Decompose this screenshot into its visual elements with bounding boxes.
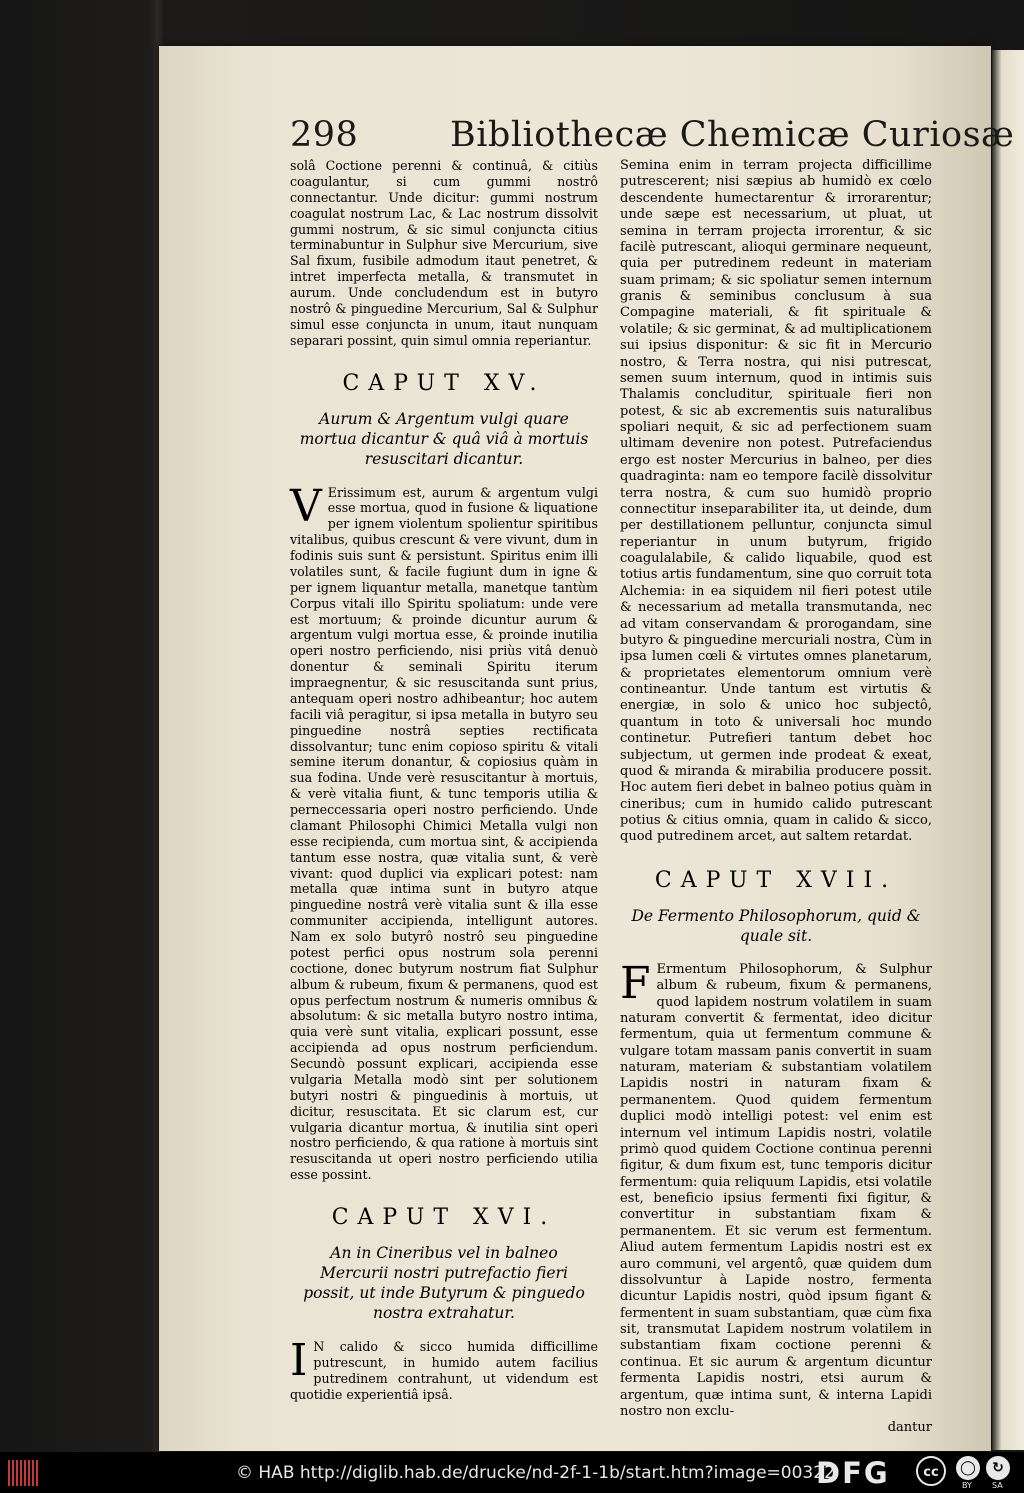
page-number: 298 — [290, 115, 359, 155]
paragraph: solâ Coctione perenni & continuâ, & citiùs coagulantur, si cum gummi nostrô connectantur. Unde dicitur: gummi nostrum coagulat nostrum Lac, & Lac nostrum dissolvit gummi nostrum, & sic simul conjuncta citius terminabuntur in Sulphur sive Mercurium, sive Sal fixum, fusibile admodum itaut penetret, & intret imperfecta metalla, & transmutet in aurum. Unde concludendum est in butyro nostrô & pinguedine Mercurium, Sal & Sulphur simul esse conjuncta in unum, itaut nunquam separari possint, quin simul omnia reperiantur. — [290, 158, 598, 348]
paragraph — [620, 957, 932, 1421]
paragraph — [290, 1335, 598, 1403]
chapter-subheading: Aurum & Argentum vulgi quare mortua dicantur & quâ viâ à mortuis resuscitari dicantur. — [299, 409, 589, 468]
drop-cap: F — [620, 957, 651, 1009]
sa-icon[interactable]: ↻ — [986, 1456, 1010, 1480]
paragraph-text: Erissimum est, aurum & argentum vulgi esse mortua, quod in fusione & liquatione per ignem violentum spolientur spiritibus vitalibus, quibus crescunt & vere vivunt, dum in fodinis suis sunt & persistunt. Spiritus enim illi volatiles sunt, & facile fugiunt dum in igne & per ignem liquantur metalla, manetque tantùm Corpus vitali illo Spiritu spoliatum: unde vere est mortuum; & proinde dicuntur aurum & argentum vulgi mortua esse, & proinde inutilia operi nostro perficiendo, nisi priùs vitâ denuò donentur & seminali Spiritu iterum impraegnentur, & sic resuscitanda sunt prius, antequam operi nostro adhibeantur; hoc autem facili viâ peragitur, si ipsa metalla in butyro seu pinguedine nostrâ septies rectificata dissolvantur; tunc enim copioso spiritu & vitali semine iterum donantur, & copiosius quàm in sua fodina. Unde verè resuscitantur à mortuis, & verè vitalia fiunt, & tunc temporis utilia & perneccessaria operi nostro perficiendo. Unde clamant Philosophi Chimici Metalla vulgi non esse recipienda, cum mortua sint, & accipienda tantum esse nostra, quæ vitalia sunt, & verè vivant: quod duplici via explicari potest: nam metalla quæ intima sunt in butyro atque pinguedine nostrâ verè vitalia sunt & illa esse communiter accipienda, intelligunt autores. Nam ex solo butyrô nostrô seu pinguedine potest perfici opus nostrum sola perenni coctione, donec butyrum nostrum fiat Sulphur album & rubeum, fixum & permanens, quod est opus perfectum nostrum & numeris omnibus & absolutum: & sic metalla butyro nostro intima, quia verè sunt vitalia, explicari possunt, esse accipienda ad opus nostrum perficiendum. Secundò possunt explicari, accipienda esse vulgaria Metalla modò sint per solutionem butyri nostri & pinguedinis à mortuis, ut dicitur, resuscitata. Et sic clarum est, cur vulgaria dicantur mortua, & inutilia sint operi nostro perficiendo, & qua ratione à mortuis sint resuscitanda ut operi nostro perficiendo utilia esse possint. — [290, 484, 598, 1183]
copyright-link[interactable]: © HAB http://diglib.hab.de/drucke/nd-2f-1-1b/start.htm?image=00322 — [236, 1463, 835, 1483]
paragraph: Semina enim in terram projecta difficillime putrescerent; nisi sæpius ab humidò ex cœlo descendente humectarentur & irrorarentur; unde sæpe est necessarium, ut pluat, ut semina in terram projecta irrorentur, & sic facilè putrescant, alioqui germinare nequeunt, quia per putredinem redeunt in materiam suam primam; & sic spoliatur semen internum granis & seminibus conclusum à sua Compagine materiali, & fit spirituale & volatile; & sic germinat, & ad multiplicationem sui ipsius disponitur: & sic fit in Mercurio nostro, & Terra nostra, qui nisi putrescat, semen suum internum, quod in intimis suis Thalamis concluditur, spirituale fieri non potest, & sic ab excrementis suis naturalibus spoliari nequit, & sic ad perfectionem suam ultimam devenire non potest. Putrefaciendus ergo est noster Mercurius in balneo, per dies quadraginta: nam eo tempore facilè dissolvitur terra nostra, & cum suo humidò proprio connectitur inseparabiliter ita, ut deinde, dum per destillationem pelluntur, conjuncta simul reperiantur in unum butyrum, frigido coagulalabile, & calido liquabile, quod est totius artis fundamentum, sine quo corruit tota Alchemia: in ea siquidem nil fieri potest utile & necessarium ad metalla transmutanda, nec ad vitam conservandam & prorogandam, sine butyro & pinguedine mercuriali nostra, Cùm in ipsa lumen cœli & virtutes omnes planetarum, & proprietates elementorum omnium verè contineantur. Unde tantum est virtutis & energiæ, in solo & unico hoc subjectô, quantum in toto & universali hoc mundo continetur. Putrefieri tantum debet hoc subjectum, ut germen inde prodeat & exeat, quod & miranda & mirabilia producere possit. Hoc autem fieri debet in balneo potius quàm in cineribus; cum in humido calido putrescant potius & citius omnia, quam in calido & sicco, quod putredinem arcet, aut saltem retardat. — [620, 158, 932, 845]
paragraph — [290, 480, 598, 1184]
drop-cap: I — [290, 1335, 308, 1386]
drop-cap: V — [290, 480, 322, 532]
paragraph-text: Ermentum Philosophorum, & Sulphur album & rubeum, fixum & permanens, quod lapidem nostrum volatilem in suam naturam convertit & fermentat, ideo dicitur fermentum, quia ut fermentum commune & vulgare totam massam panis convertit in suam naturam, materiam & substantiam volatilem Lapidis nostri in naturam fixam & permanentem. Quod quidem fermentum duplici modò intelligi potest: vel enim est internum vel intimum Lapidis nostri, volatile primò quod quidem Coctione continua perenni figitur, & dum fixum est, tunc temporis dicitur fermentum: quia reliquum Lapidis, etsi volatile est, beneficio ipsius fermenti fixi figitur, & convertitur in substantiam fixam & permanentem. Et sic verum est fermentum. Aliud autem fermentum Lapidis nostri est ex auro communi, vel argentô, quæ quidem dum dissolvuntur à Lapide nostro, fermenta dicuntur Lapidis nostri, quòd ipsum figant & fermentent in suam substantiam, quæ cùm fixa sit, transmutat Lapidem nostrum volatilem in substantiam fixam coctione perenni & continua. Et sic aurum & argentum dicuntur fermenta Lapidis nostri, etsi aurum & argentum, quæ intima sunt, & interna Lapidi nostro non exclu- — [620, 961, 932, 1419]
running-title: Bibliothecæ Chemicæ Curiosæ — [450, 115, 1015, 155]
viewer-footer — [0, 1452, 1024, 1493]
cc-icon[interactable]: cc — [916, 1456, 946, 1486]
by-label: BY — [962, 1481, 972, 1490]
chapter-subheading: An in Cineribus vel in balneo Mercurii nostri putrefactio fieri possit, ut inde Butyrum & pinguedo nostra extrahatur. — [303, 1244, 585, 1322]
facing-page-edge — [992, 50, 1024, 1450]
dfg-logo[interactable]: DFG — [816, 1456, 890, 1490]
paragraph-text: N calido & sicco humida difficillime putrescunt, in humido autem facilius putredinem contrahunt, ut videndum est quotidie experientiâ ipsâ. — [290, 1339, 598, 1402]
chapter-heading: CAPUT XVI. — [331, 1205, 557, 1230]
sa-label: SA — [992, 1481, 1003, 1490]
chapter-subheading: De Fermento Philosophorum, quid & quale sit. — [631, 906, 921, 945]
right-column — [620, 158, 932, 1437]
chapter-heading: CAPUT XV. — [342, 370, 546, 396]
running-head — [290, 112, 1015, 158]
catchword: dantur — [887, 1420, 932, 1436]
barcode-icon — [8, 1460, 38, 1486]
left-column — [290, 158, 598, 1403]
chapter-heading: CAPUT XVII. — [654, 867, 898, 893]
by-icon[interactable]: ◯ — [956, 1456, 980, 1480]
